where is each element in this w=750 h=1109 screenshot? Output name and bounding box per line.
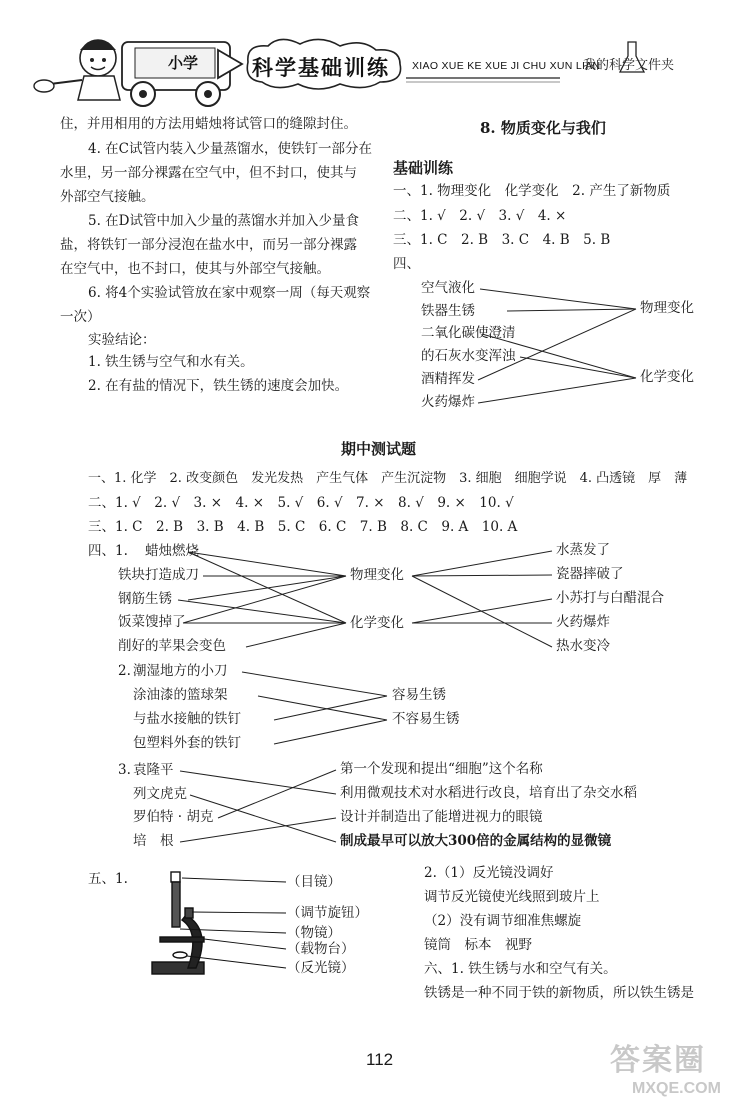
microscope-label-knob: （调节旋钮）: [287, 905, 368, 921]
left-line-4: 外部空气接触。: [60, 189, 155, 205]
header-folder-title: 我的科学文件夹: [583, 58, 675, 73]
watermark-url: MXQE.COM: [632, 1080, 721, 1097]
q4-mid-physical: 物理变化: [350, 567, 404, 583]
q4-right-item: 水蒸发了: [556, 542, 610, 558]
q4-3-scientist: 袁隆平: [133, 762, 174, 778]
left-line-6: 盐，将铁钉一部分浸泡在盐水中，而另一部分裸露: [60, 237, 357, 253]
left-line-10: 实验结论：: [88, 332, 156, 348]
match-target-chemical: 化学变化: [640, 369, 694, 385]
right-answer-3: 三、1. C 2. B 3. C 4. B 5. B: [393, 232, 611, 248]
q6-answer-2: 铁锈是一种不同于铁的新物质，所以铁生锈是: [424, 985, 694, 1001]
match-target-physical: 物理变化: [640, 300, 694, 316]
midterm-q1: 一、1. 化学 2. 改变颜色 发光发热 产生气体 产生沉淀物 3. 细胞 细胞学说 4. 凸透镜 厚 薄: [88, 471, 688, 486]
q4-right-item: 火药爆炸: [556, 614, 610, 630]
microscope-illustration: [152, 872, 286, 974]
q4-2-left-item: 包塑料外套的铁钉: [133, 735, 241, 751]
q6-answer-1: 六、1. 铁生锈与水和空气有关。: [424, 961, 617, 977]
q4-3-scientist: 列文虎克: [133, 786, 187, 802]
left-line-2: 4. 在C试管内装入少量蒸馏水，使铁钉一部分在: [88, 141, 373, 157]
q4-mid-chemical: 化学变化: [350, 615, 404, 631]
midterm-q3: 三、1. C 2. B 3. B 4. B 5. C 6. C 7. B 8. C 9. A 10. A: [88, 519, 518, 535]
q4-left-item: 削好的苹果会变色: [118, 638, 226, 654]
q5-label: 五、1.: [88, 871, 128, 887]
left-line-3: 水里，另一部分裸露在空气中，但不封口，使其与: [60, 165, 357, 181]
midterm-title: 期中测试题: [341, 440, 417, 458]
section-title: 8. 物质变化与我们: [480, 119, 606, 137]
header-title: 科学基础训练: [252, 55, 390, 80]
midterm-q2: 二、1. √ 2. √ 3. × 4. × 5. √ 6. √ 7. × 8. √ 9. × 10. √: [88, 495, 514, 511]
q4-left-item: 饭菜馊掉了: [118, 614, 186, 630]
match-item: 铁器生锈: [421, 303, 475, 319]
header-xiaoxue: 小学: [168, 54, 199, 72]
q4-right-item: 小苏打与白醋混合: [556, 590, 664, 606]
microscope-label-objective: （物镜）: [287, 925, 341, 941]
right-answer-4: 四、: [393, 256, 420, 272]
q4-3-label: 3.: [118, 762, 131, 778]
q4-2-left-item: 潮湿地方的小刀: [133, 663, 228, 679]
q5-answer-2: 调节反光镜使光线照到玻片上: [424, 889, 600, 905]
q4-2-rust-hard: 不容易生锈: [392, 711, 460, 727]
q5-answer-4: 镜筒 标本 视野: [424, 937, 532, 953]
q4-3-achievement: 设计并制造出了能增进视力的眼镜: [340, 809, 543, 825]
q4-2-rust-easy: 容易生锈: [392, 687, 446, 703]
q5-answer-1: 2.（1）反光镜没调好: [424, 865, 554, 881]
q4-2-label: 2.: [118, 663, 131, 679]
microscope-label-mirror: （反光镜）: [287, 960, 355, 976]
section-subtitle: 基础训练: [393, 159, 454, 177]
q4-left-item: 蜡烛燃烧: [145, 543, 199, 559]
microscope-label-stage: （载物台）: [287, 941, 355, 957]
q4-3-scientist: 培 根: [133, 833, 174, 849]
left-line-11: 1. 铁生锈与空气和水有关。: [88, 354, 254, 370]
left-line-7: 在空气中，也不封口，使其与外部空气接触。: [60, 261, 330, 277]
q4-3-achievement: 第一个发现和提出“细胞”这个名称: [340, 761, 543, 777]
match-item: 的石灰水变浑浊: [421, 348, 516, 364]
q4-2-left-item: 与盐水接触的铁钉: [133, 711, 241, 727]
q4-left-item: 钢筋生锈: [118, 591, 172, 607]
match-item: 空气液化: [421, 280, 475, 296]
left-line-9: 一次）: [60, 309, 101, 325]
right-answer-1: 一、1. 物理变化 化学变化 2. 产生了新物质: [393, 183, 671, 199]
match-item: 火药爆炸: [421, 394, 475, 410]
match-item: 酒精挥发: [421, 371, 475, 387]
q4-2-left-item: 涂油漆的篮球架: [133, 687, 228, 703]
page-number: 112: [366, 1050, 394, 1069]
q4-3-scientist: 罗伯特 · 胡克: [133, 809, 214, 825]
right-answer-2: 二、1. √ 2. √ 3. √ 4. ×: [393, 208, 567, 224]
header-pinyin: XIAO XUE KE XUE JI CHU XUN LIAN: [412, 60, 601, 72]
q4-3-achievement: 制成最早可以放大300倍的金属结构的显微镜: [340, 833, 612, 849]
match-line: [507, 309, 636, 311]
q4-label: 四、1.: [88, 543, 128, 559]
microscope-label-eyepiece: （目镜）: [287, 874, 341, 890]
q4-left-item: 铁块打造成刀: [118, 567, 199, 583]
q4-right-item: 瓷器摔破了: [556, 566, 624, 582]
match-item: 二氧化碳使澄清: [421, 325, 516, 341]
watermark-logo: 答案圈: [610, 1044, 706, 1077]
q4-right-item: 热水变冷: [556, 638, 610, 654]
left-line-12: 2. 在有盐的情况下，铁生锈的速度会加快。: [88, 378, 349, 394]
left-line-5: 5. 在D试管中加入少量的蒸馏水并加入少量食: [88, 213, 359, 229]
q4-3-achievement: 利用微观技术对水稻进行改良，培育出了杂交水稻: [340, 785, 637, 801]
left-line-1: 住，并用相用的方法用蜡烛将试管口的缝隙封住。: [60, 116, 357, 132]
q5-answer-3: （2）没有调节细准焦螺旋: [424, 913, 582, 929]
left-line-8: 6. 将4个实验试管放在家中观察一周（每天观察: [88, 285, 371, 301]
